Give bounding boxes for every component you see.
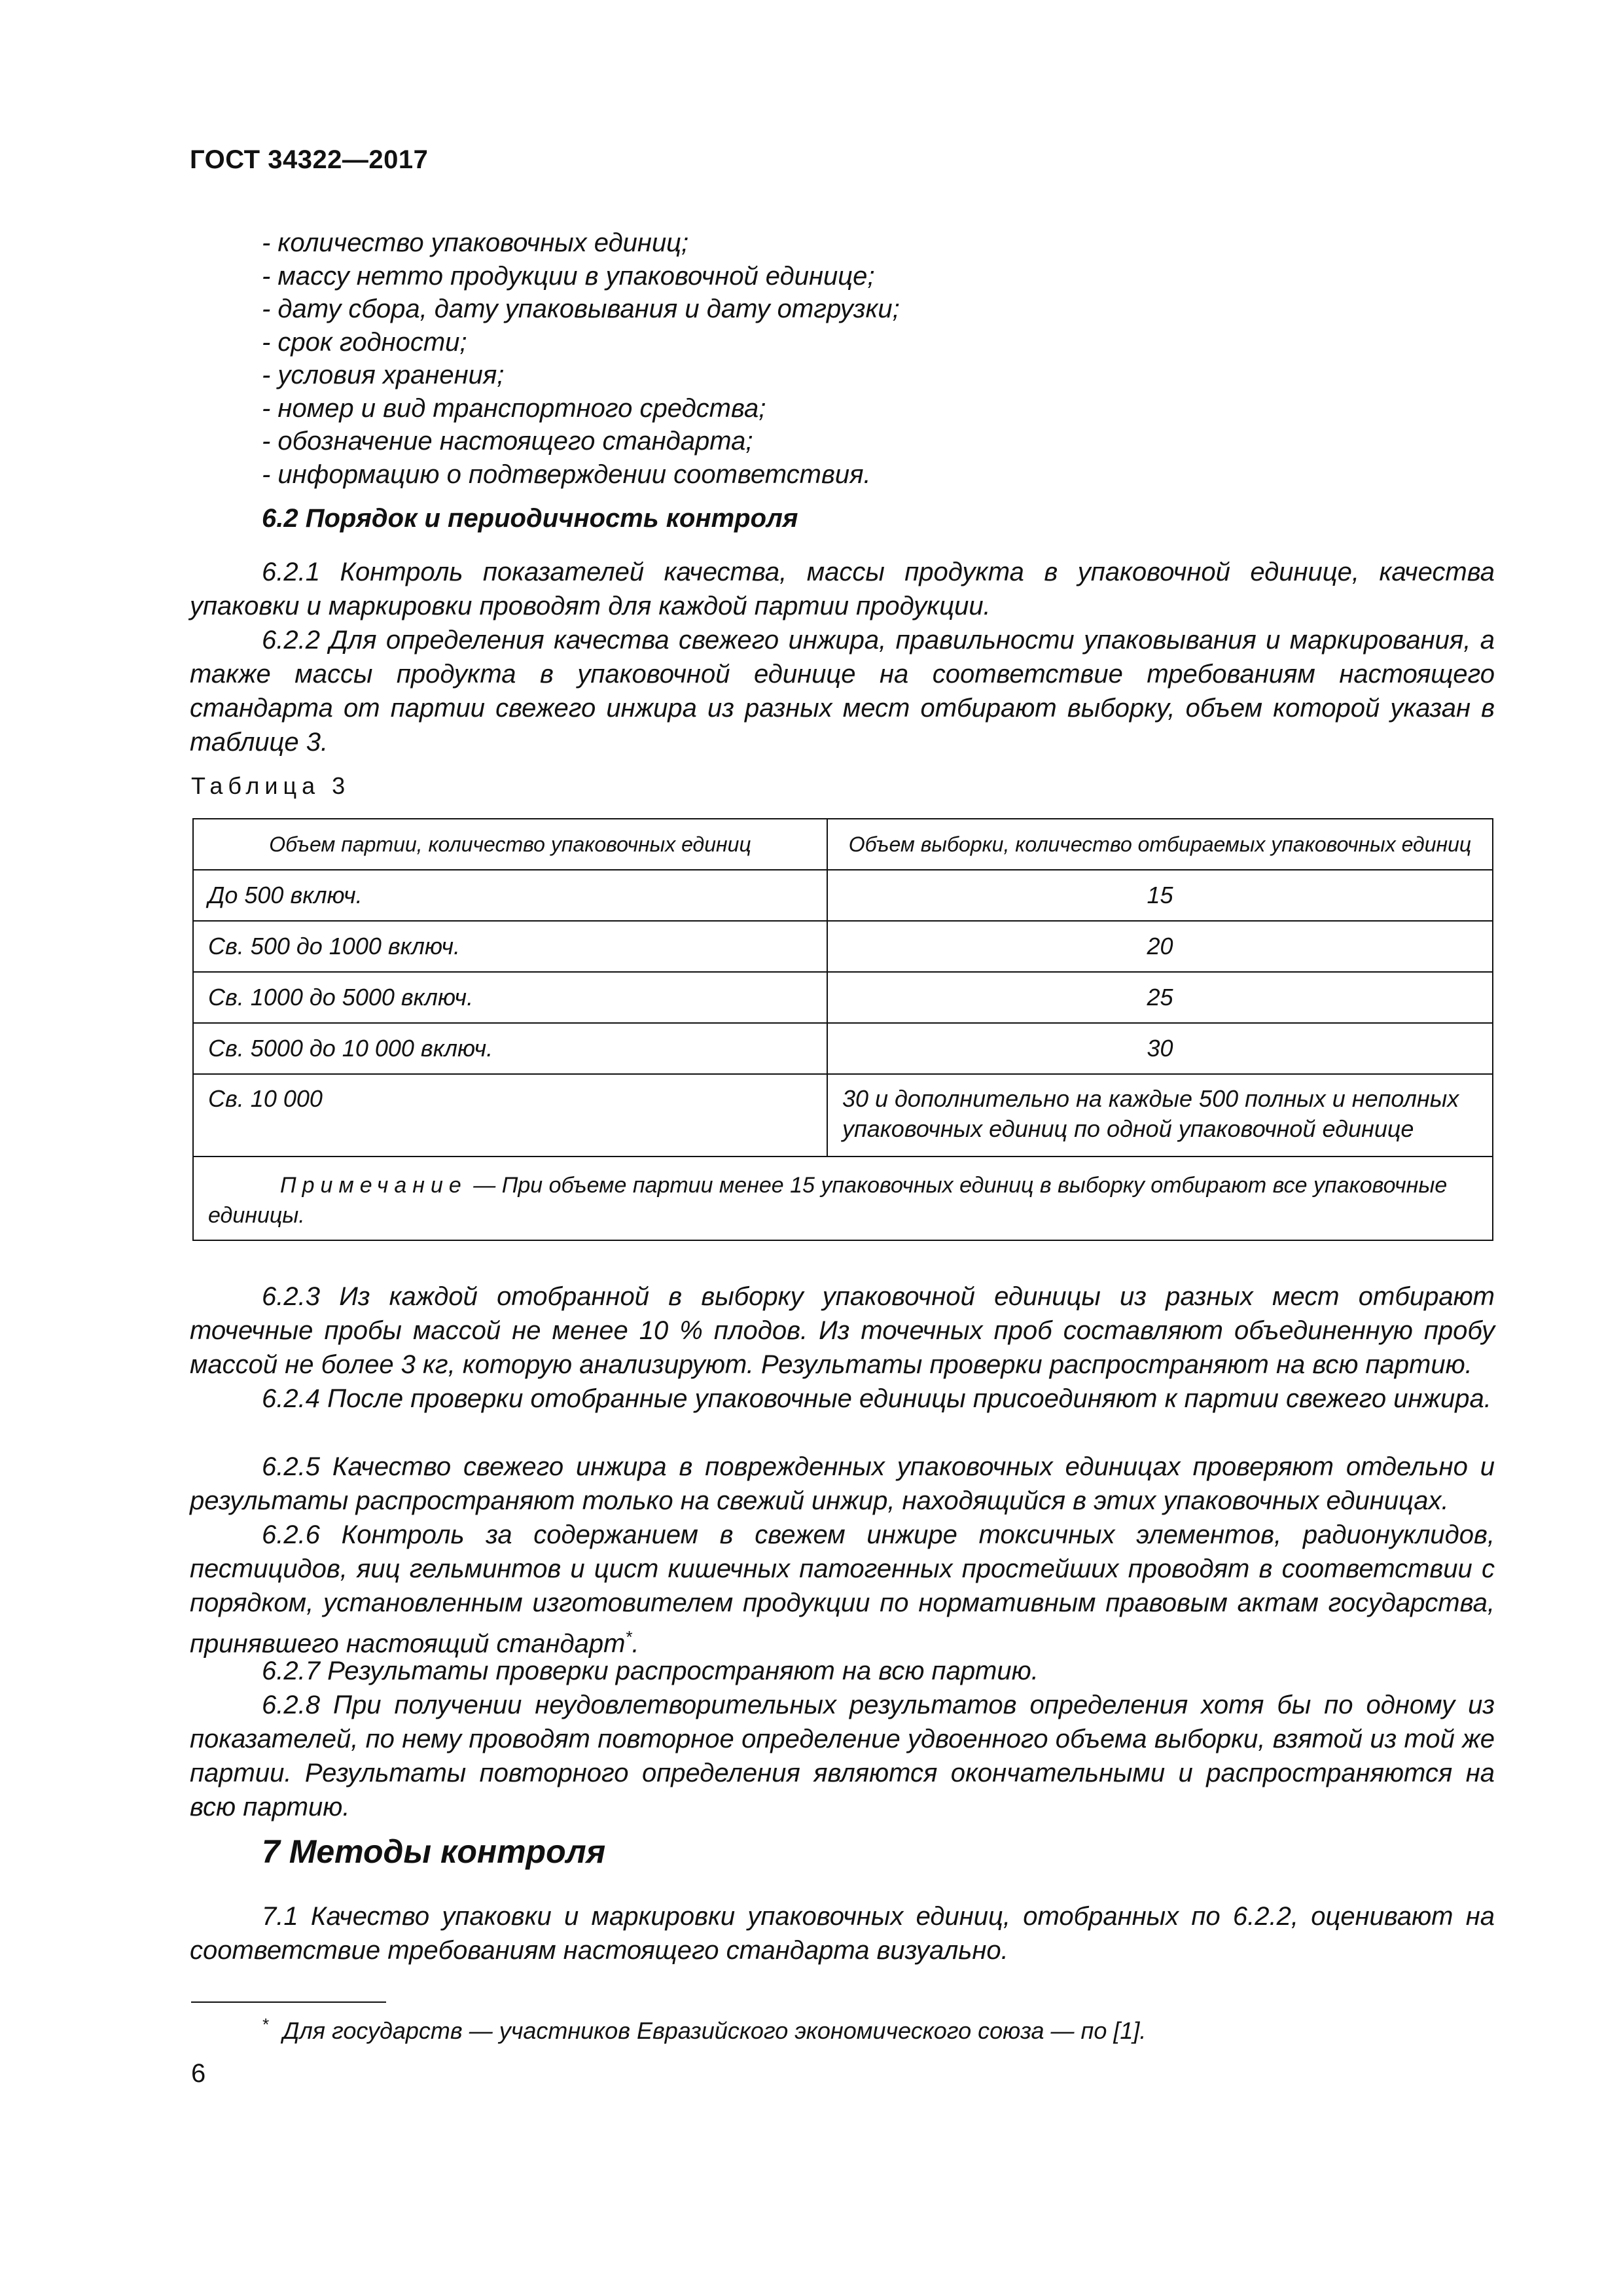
table-row [193,972,1493,1023]
footnote [262,2015,1146,2045]
list-item: - массу нетто продукции в упаковочной единице; [262,261,875,291]
section-title-7: 7 Методы контроля [262,1833,606,1870]
paragraph-6-2-6 [190,1518,1495,1660]
page-number: 6 [191,2059,206,2088]
paragraph-6-2-6-end: . [632,1629,639,1659]
list-item: - условия хранения; [262,361,505,389]
footnote-reference: * [625,1627,632,1647]
lot-cell: Св. 5000 до 10 000 включ. [193,1023,827,1074]
table-row [193,1023,1493,1074]
footnote-mark: * [262,2015,269,2034]
list-item: - количество упаковочных единиц; [262,228,689,257]
paragraph-6-2-8: 6.2.8 При получении неудовлетворительных результатов определения хотя бы по одному из показателей, по нему проводят повторное определение удвоенного объема выборки, взятой из той же партии. Результаты повторного определения являются окончательными и распространяются на всю партию. [190,1691,1495,1821]
document-header: ГОСТ 34322—2017 [190,145,429,174]
list-item: - обозначение настоящего стандарта; [262,427,753,456]
marking-list [262,226,1505,491]
column-header-sample: Объем выборки, количество отбираемых упаковочных единиц [827,819,1493,870]
table-note [193,1157,1493,1240]
note-text: — При объеме партии менее 15 упаковочных единиц в выборку отбирают все упаковочные единицы. [208,1173,1448,1228]
note-label: Примечание [280,1173,467,1198]
list-item: - номер и вид транспортного средства; [262,393,766,423]
column-header-lot: Объем партии, количество упаковочных единиц [193,819,827,870]
paragraph-6-2-6-text: 6.2.6 Контроль за содержанием в свежем инжире токсичных элементов, радионуклидов, пестицидов, яиц гельминтов и цист кишечных патогенных простейших проводят в соответствии с порядком, установленным изготовителем продукции по нормативным правовым актам государства, принявшего настоящий стандарт [190,1520,1495,1659]
paragraph-6-2-3: 6.2.3 Из каждой отобранной в выборку упаковочной единицы из разных мест отбирают точечные пробы массой не менее 10 % плодов. Из точечных проб составляют объединенную пробу массой не более 3 кг, которую анализируют. Результаты проверки распространяют на всю партию. [190,1282,1495,1379]
table-row [193,1074,1493,1157]
sample-cell: 20 [827,921,1493,972]
paragraph-6-2-1: 6.2.1 Контроль показателей качества, массы продукта в упаковочной единице, качества упаковки и маркировки проводят для каждой партии продукции. [190,558,1495,620]
lot-cell: Св. 500 до 1000 включ. [193,921,827,972]
subsection-title-6-2: 6.2 Порядок и периодичность контроля [262,504,798,533]
table-caption: Таблица 3 [191,772,351,799]
sample-cell: 30 [827,1023,1493,1074]
paragraph-6-2-5: 6.2.5 Качество свежего инжира в поврежденных упаковочных единицах проверяют отдельно и результаты распространяют только на свежий инжир, находящийся в этих упаковочных единицах. [190,1452,1495,1515]
table-note-row [193,1157,1493,1240]
sample-cell: 15 [827,870,1493,921]
footnote-text: Для государств — участников Евразийского экономического союза — по [1]. [283,2017,1147,2044]
footnote-divider [191,2001,386,2003]
paragraph-6-2-4: 6.2.4 После проверки отобранные упаковочные единицы присоединяют к партии свежего инжира. [262,1384,1491,1413]
list-item: - информацию о подтверждении соответствия. [262,459,871,489]
list-item: - дату сбора, дату упаковывания и дату отгрузки; [262,295,900,323]
paragraph-6-2-2: 6.2.2 Для определения качества свежего инжира, правильности упаковывания и маркирования, а также массы продукта в упаковочной единице на соответствие требованиям настоящего стандарта от партии свежего инжира из разных мест отбирают выборку, объем которой указан в таблице 3. [190,626,1495,757]
lot-cell: Св. 10 000 [193,1074,827,1157]
list-item: - срок годности; [262,327,467,357]
paragraph-7-1: 7.1 Качество упаковки и маркировки упаковочных единиц, отобранных по 6.2.2, оценивают на соответствие требованиям настоящего стандарта визуально. [190,1902,1495,1965]
paragraph-6-2-7: 6.2.7 Результаты проверки распространяют на всю партию. [262,1657,1039,1685]
table-header-row [193,819,1493,870]
sample-cell: 25 [827,972,1493,1023]
table-row [193,921,1493,972]
lot-cell: До 500 включ. [193,870,827,921]
sample-cell: 30 и дополнительно на каждые 500 полных и неполных упаковочных единиц по одной упаковочной единице [827,1074,1493,1157]
sample-size-table [192,818,1493,1241]
lot-cell: Св. 1000 до 5000 включ. [193,972,827,1023]
table-row [193,870,1493,921]
